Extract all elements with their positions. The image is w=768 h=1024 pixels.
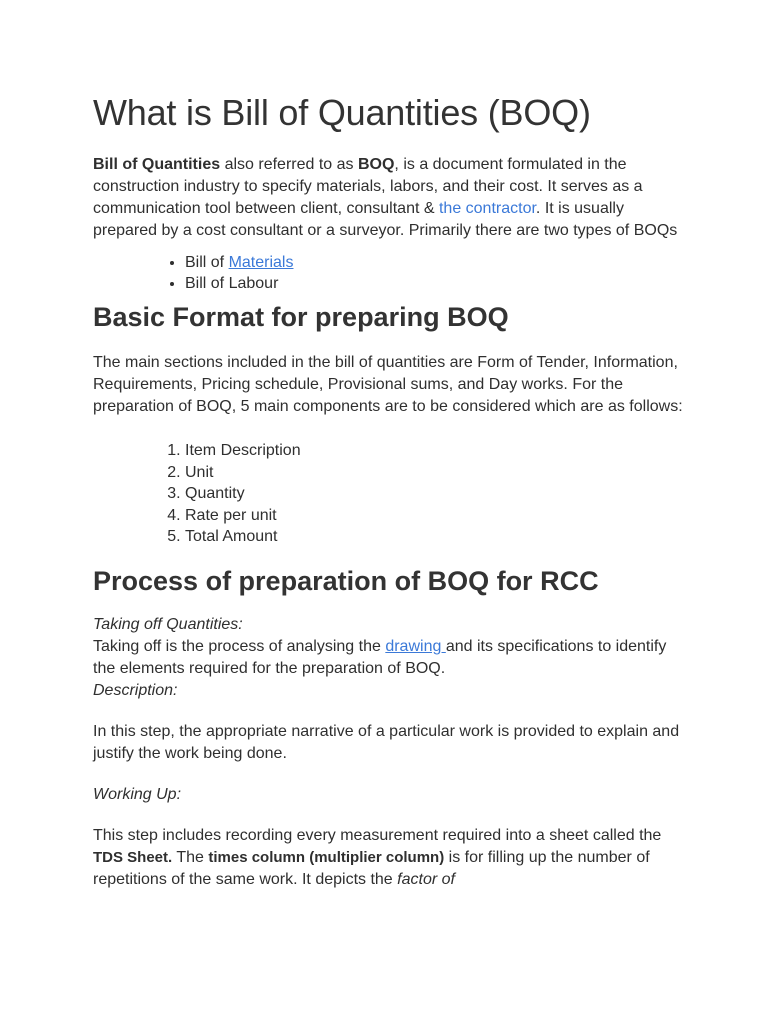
boq-types-list bbox=[93, 252, 683, 294]
times-column-bold: times column (multiplier column) bbox=[208, 848, 445, 866]
list-item: 5. Total Amount bbox=[185, 526, 683, 548]
spacer bbox=[93, 702, 683, 721]
taking-off-text-1: Taking off is the process of analysing the bbox=[93, 637, 386, 655]
intro-text-2: , is a document formulated in the construction industry to specify materials, labors, and their cost. It serves as a communication tool between client, consultant & bbox=[93, 156, 643, 217]
working-up-label bbox=[93, 784, 683, 806]
working-up-label-text: Working Up: bbox=[93, 785, 182, 803]
intro-abbrev-bold: BOQ bbox=[357, 156, 395, 173]
working-text-3: is for filling up the number of repetitions of the same work. It depicts the bbox=[93, 848, 650, 888]
list-item bbox=[185, 252, 683, 273]
description-label bbox=[93, 680, 683, 702]
list-item: 1. Item Description bbox=[185, 440, 683, 462]
working-text-1: This step includes recording every measurement required into a sheet called the bbox=[93, 826, 662, 844]
section-heading-basic-format: Basic Format for preparing BOQ bbox=[93, 302, 509, 332]
list-item: • Bill of Labour bbox=[185, 273, 683, 294]
taking-off-label bbox=[93, 614, 683, 636]
section-heading-process: Process of preparation of BOQ for RCC bbox=[93, 565, 599, 596]
spacer bbox=[93, 806, 683, 825]
list-item: 3. Quantity bbox=[185, 483, 683, 505]
factor-of-italic: factor of bbox=[397, 870, 455, 888]
working-up-paragraph bbox=[93, 825, 683, 891]
page-title: What is Bill of Quantities (BOQ) bbox=[93, 92, 591, 133]
article bbox=[93, 90, 683, 891]
list-item: 2. Unit bbox=[185, 462, 683, 484]
spacer bbox=[93, 765, 683, 784]
contractor-link[interactable]: the contractor bbox=[438, 200, 536, 217]
materials-link[interactable]: Materials bbox=[228, 254, 294, 271]
list-item-text: Bill of bbox=[185, 254, 229, 271]
intro-term-bold: Bill of Quantities bbox=[93, 156, 221, 173]
taking-off-label-text: Taking off Quantities: bbox=[93, 615, 243, 633]
description-paragraph: In this step, the appropriate narrative of a particular work is provided to explain and justify the work being done. bbox=[93, 722, 680, 762]
taking-off-text-2: and its specifications to identify the elements required for the preparation of BOQ. bbox=[93, 637, 667, 677]
tds-sheet-bold: TDS Sheet. bbox=[93, 848, 173, 866]
components-list bbox=[93, 440, 683, 548]
intro-text-3: . It is usually prepared by a cost consultant or a surveyor. Primarily there are two types of BOQs bbox=[93, 200, 678, 239]
basic-format-paragraph: The main sections included in the bill of quantities are Form of Tender, Information, Requirements, Pricing schedule, Provisional sums, and Day works. For the preparation of BOQ, 5 main components are to be considered which are as follows: bbox=[93, 354, 683, 415]
intro-paragraph bbox=[93, 154, 683, 242]
intro-text-1: also referred to as bbox=[220, 156, 358, 173]
taking-off-paragraph bbox=[93, 636, 683, 680]
working-text-2: The bbox=[172, 848, 209, 866]
list-item: 4. Rate per unit bbox=[185, 505, 683, 527]
drawing-link[interactable]: drawing bbox=[385, 637, 446, 655]
description-label-text: Description: bbox=[93, 681, 178, 699]
